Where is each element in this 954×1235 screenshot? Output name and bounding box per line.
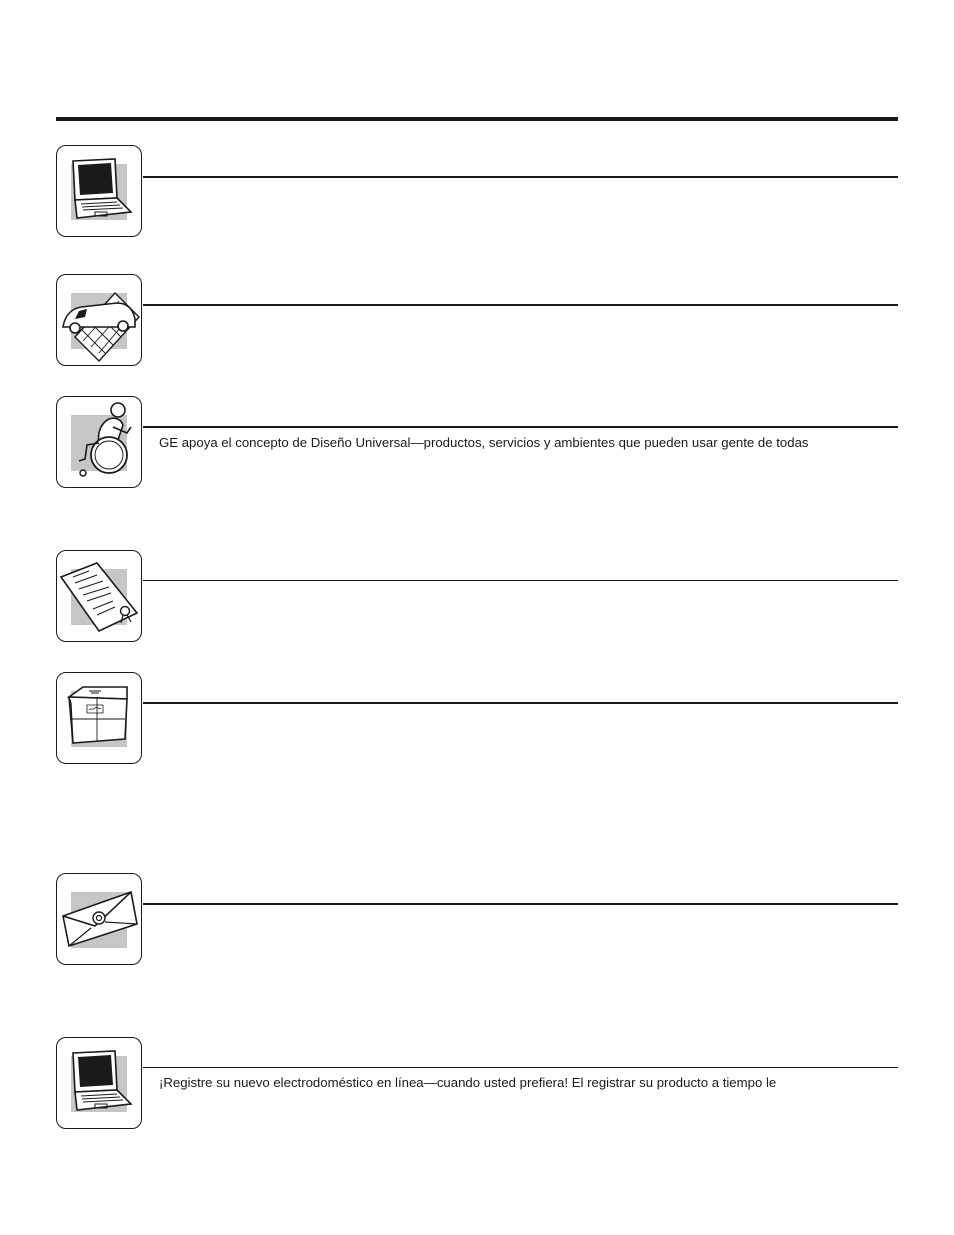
certificate-icon <box>57 551 141 641</box>
section-1-icon-box <box>56 145 142 237</box>
section-6-icon-box <box>56 873 142 965</box>
section-3-icon-box <box>56 396 142 488</box>
section-2-rule <box>143 304 898 306</box>
section-1-rule <box>143 176 898 178</box>
service-van-calendar-icon <box>57 275 141 365</box>
section-6-rule <box>143 903 898 905</box>
section-5-rule <box>143 702 898 704</box>
section-2-icon-box <box>56 274 142 366</box>
online-registration-text: ¡Registre su nuevo electrodoméstico en línea—cuando usted prefiera! El registrar su producto a tiempo le <box>159 1075 777 1090</box>
wheelchair-icon <box>57 397 141 487</box>
laptop-icon <box>57 146 141 236</box>
section-7-rule <box>143 1067 898 1068</box>
page-top-rule <box>56 117 898 121</box>
laptop-icon <box>57 1038 141 1128</box>
parts-box-icon <box>57 673 141 763</box>
section-4-rule <box>143 580 898 581</box>
section-4-icon-box <box>56 550 142 642</box>
section-3-rule <box>143 426 898 428</box>
section-7-icon-box <box>56 1037 142 1129</box>
email-envelope-icon <box>57 874 141 964</box>
universal-design-text: GE apoya el concepto de Diseño Universal—productos, servicios y ambientes que pueden usar gente de todas <box>159 435 809 450</box>
section-5-icon-box <box>56 672 142 764</box>
